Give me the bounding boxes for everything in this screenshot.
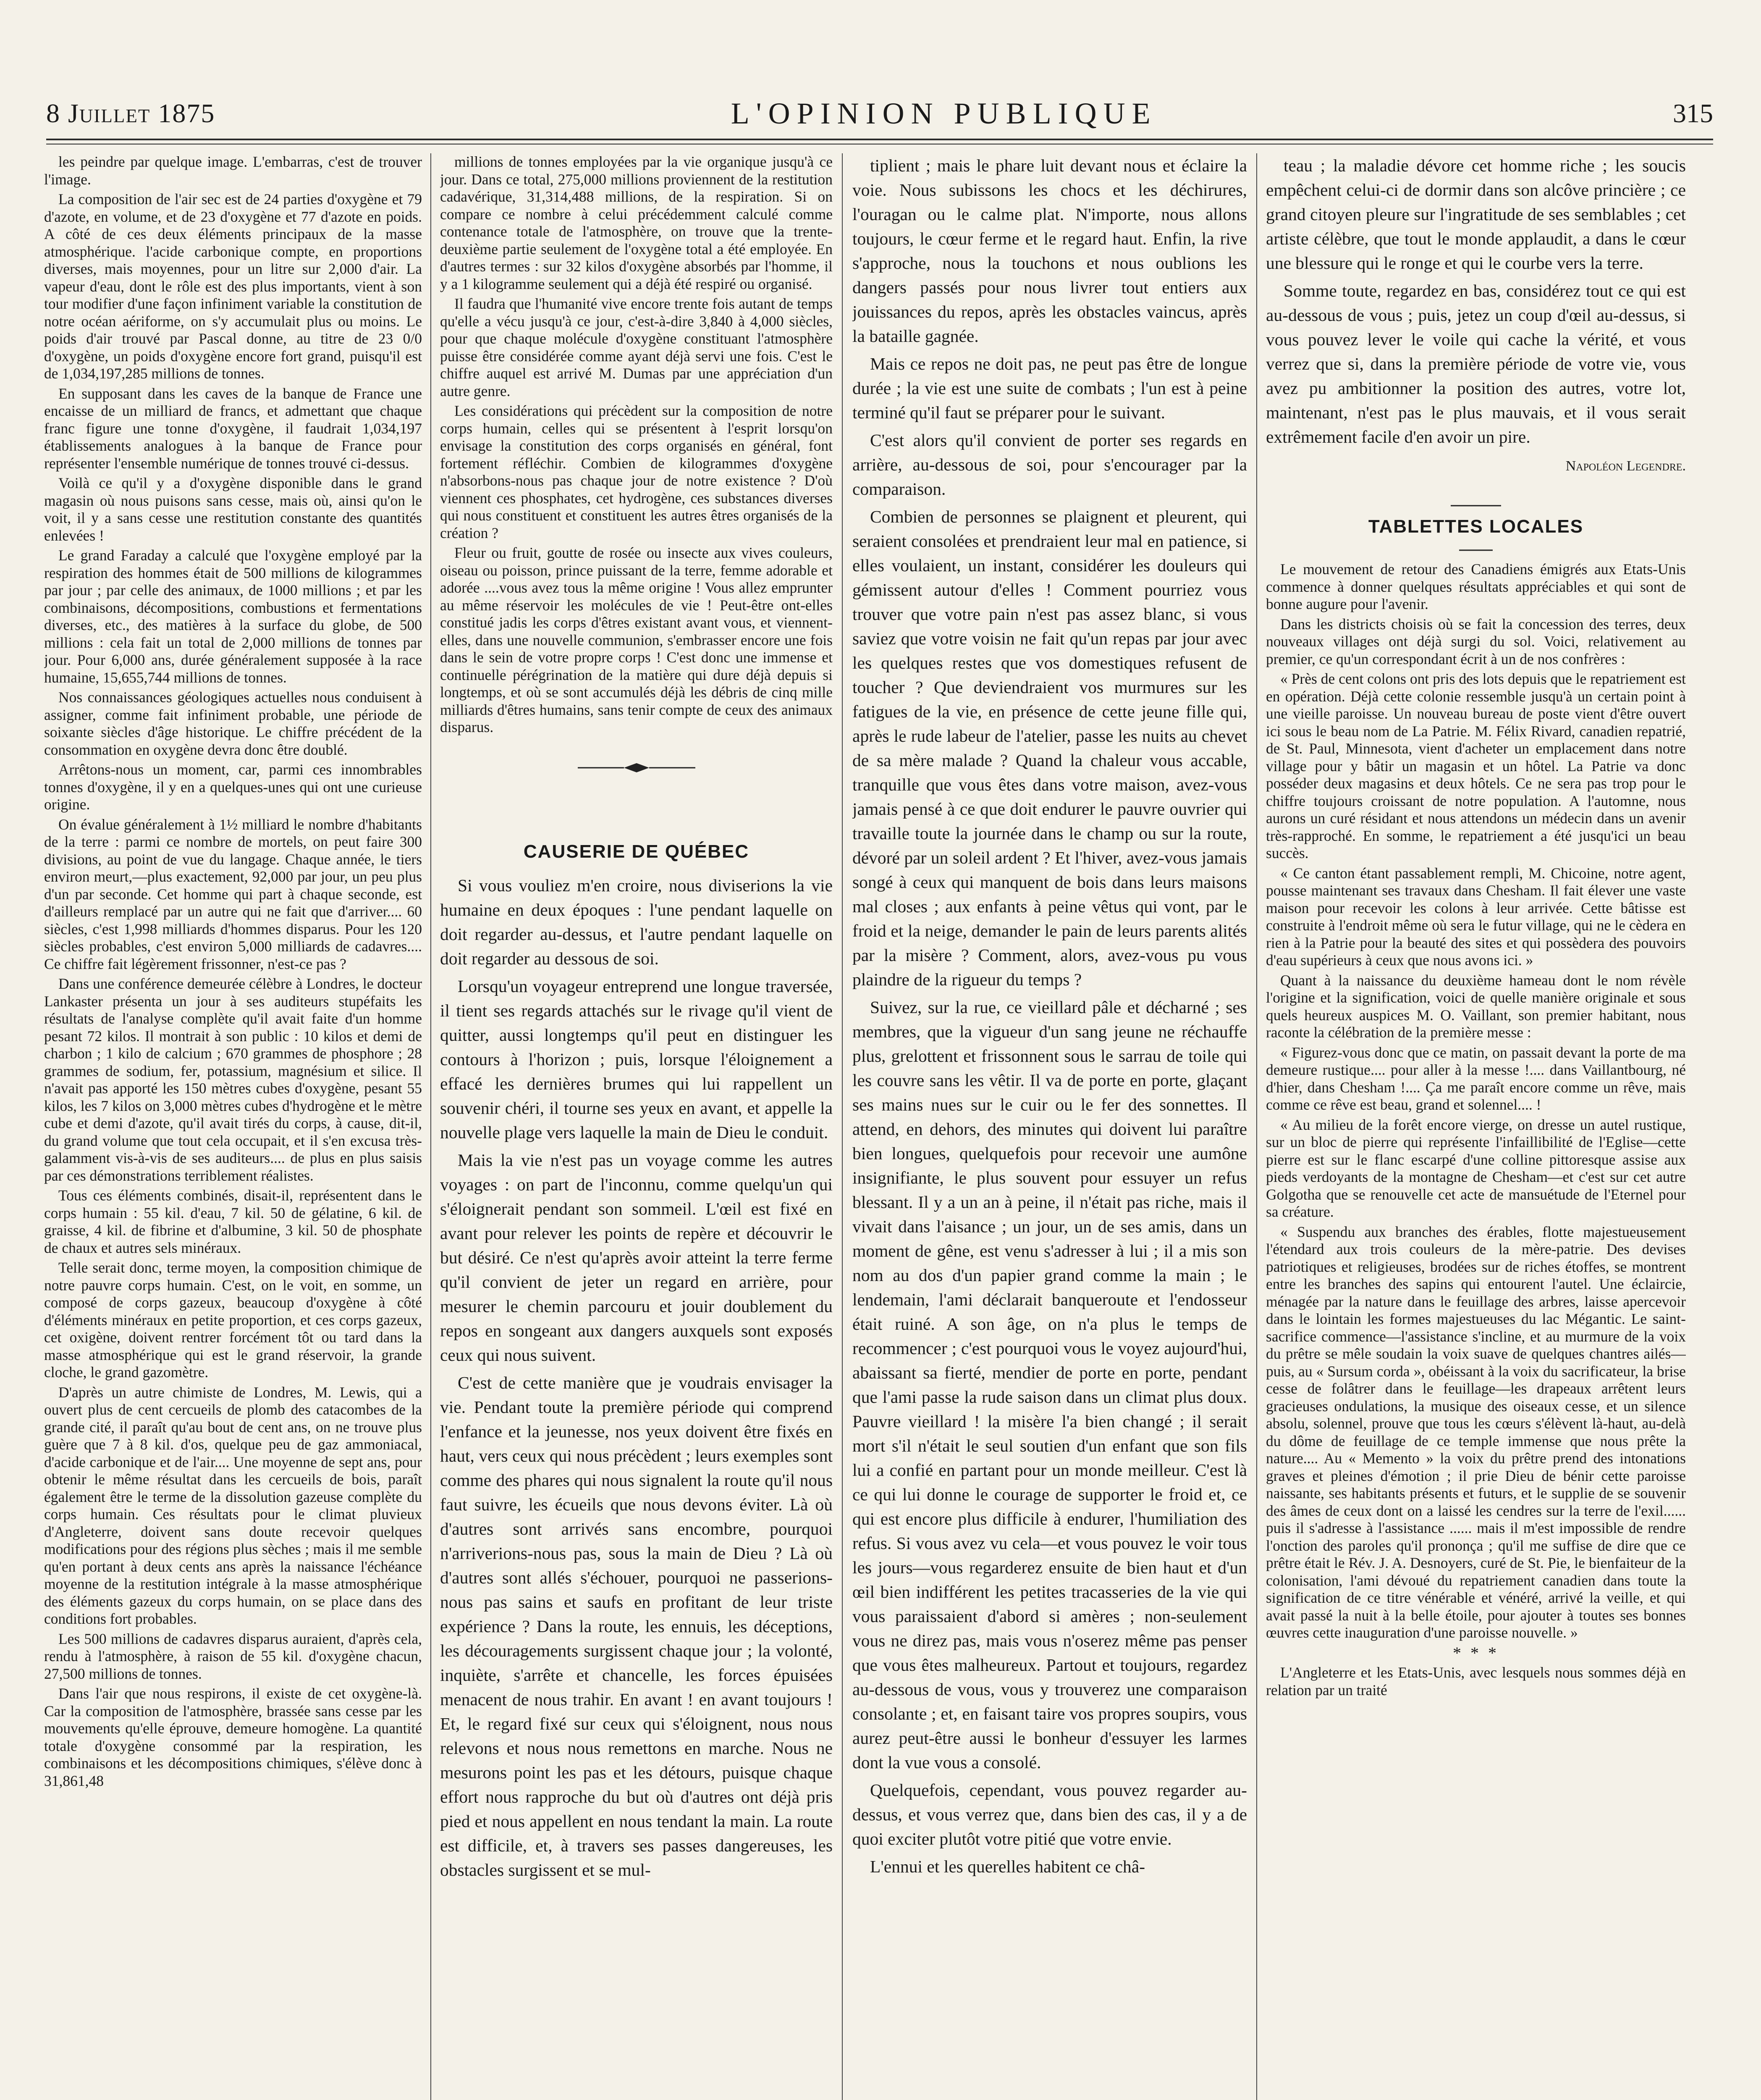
paragraph: Il faudra que l'humanité vive encore trente fois autant de temps qu'elle a vécu jusqu'à ce jour, c'est-à-dire 3,840 à 4,000 siècles, pour que chaque molécule d'oxygène constituant l'atmosphère puisse être considérée comme ayant déjà servi une fois. C'est le chiffre auquel est arrivé M. Dumas par une appréciation d'un autre genre. xyxy=(440,295,833,399)
paragraph: Combien de personnes se plaignent et pleurent, qui seraient consolées et prendraient leur mal en patience, si elles voulaient, un instant, considérer les douleurs qui gémissent autour d'elles ! Comment pourriez vous trouver que votre pain n'est pas assez blanc, si vous saviez que votre voisin ne fait qu'un repas par jour avec les quelques restes que vos domestiques refusent de toucher ? Que deviendraient vos murmures sur les fatigues de la vie, en présence de cette jeune fille qui, après le rude labeur de l'atelier, passe les nuits au chevet de sa mère malade ? Quand la chaleur vous accable, tranquille que vous êtes dans votre maison, avez-vous jamais pensé à ce que doit endurer le pauvre ouvrier qui travaille toute la journée dans le champ ou sur la route, dévoré par un soleil ardent ? Et l'hiver, avez-vous jamais songé à ceux qui manquent de bois dans leurs maisons mal closes ; aux enfants à peine vêtus qui vont, par le froid et la neige, demander le pain de leurs parents alités par la misère ? Comment, alors, avez-vous pu vous plaindre de la rigueur du temps ? xyxy=(852,507,1247,989)
paragraph: Mais ce repos ne doit pas, ne peut pas être de longue durée ; la vie est une suite de combats ; l'un est à peine terminé qu'il faut se préparer pour le suivant. xyxy=(852,354,1247,422)
paragraph: Le grand Faraday a calculé que l'oxygène employé par la respiration des hommes était de 500 millions de kilogrammes par jour ; par celle des animaux, de 1000 millions ; et par les combinaisons, décompositions, combustions et fermentations diverses, etc., des matières à la surface du globe, de 500 millions : cela fait un total de 2,000 millions de tonnes par jour. Pour 6,000 ans, durée généralement supposée à la race humaine, 15,655,744 millions de tonnes. xyxy=(44,547,422,686)
column-4 xyxy=(1266,153,1686,2100)
paragraph: Mais la vie n'est pas un voyage comme les autres voyages : on part de l'inconnu, comme quelqu'un qui s'éloignerait pendant son sommeil. L'œil est fixé en avant pour relever les points de repère et découvrir le but désiré. Ce n'est qu'après avoir atteint la terre ferme qu'il convient de jeter un regard en arrière, pour mesurer le chemin parcouru et jouir doublement du repos en songeant aux dangers auxquels sont exposés ceux qui nous suivent. xyxy=(440,1150,833,1365)
stars-separator: * * * xyxy=(1453,1643,1499,1662)
paragraph: En supposant dans les caves de la banque de France une encaisse de un milliard de francs, et admettant que chaque franc figure une tonne d'oxygène, il faudrait 1,034,197 établissements analogues à la banque de France pour représenter l'ensemble numérique de tonnes trouvé ci-dessus. xyxy=(44,385,422,472)
masthead-rule xyxy=(46,139,1713,140)
column-divider xyxy=(1256,153,1257,2100)
paragraph: Quelquefois, cependant, vous pouvez regarder au-dessus, et vous verrez que, dans bien des cas, il y a de quoi exciter plutôt votre pitié que votre envie. xyxy=(852,1780,1247,1848)
masthead xyxy=(46,97,1713,130)
causerie-conclusion xyxy=(1266,153,1686,478)
paragraph: Nos connaissances géologiques actuelles nous conduisent à assigner, comme fait infiniment probable, une période de soixante siècles d'âge historique. Le chiffre précédent de la consommation en oxygène devra donc être doublé. xyxy=(44,689,422,758)
issue-date: 8 Juillet 1875 xyxy=(46,98,215,128)
paragraph: Lorsqu'un voyageur entreprend une longue traversée, il tient ses regards attachés sur le rivage qu'il vient de quitter, aussi longtemps qu'il peut en distinguer les contours à l'horizon ; puis, lorsque l'éloignement a effacé les dernières brumes qui lui rappellent un souvenir chéri, il tourne ses yeux en avant, et appelle la nouvelle plage vers laquelle la main de Dieu le conduit. xyxy=(440,976,833,1142)
tablettes-body xyxy=(1266,561,1686,1699)
paragraph: Dans l'air que nous respirons, il existe de cet oxygène-là. Car la composition de l'atmosphère, brassée sans cesse par les mouvements qu'elle éprouve, demeure homogène. La quantité totale d'oxygène consommé par la respiration, les combinaisons et les décompositions chimiques, s'élève donc à 31,861,48 xyxy=(44,1685,422,1789)
paragraph: Dans les districts choisis où se fait la concession des terres, deux nouveaux villages ont déjà surgi du sol. Voici, relativement au premier, ce qu'un correspondant écrit à un de nos confrères : xyxy=(1266,615,1686,667)
paragraph: L'ennui et les querelles habitent ce châ- xyxy=(870,1857,1145,1876)
paragraph: Arrêtons-nous un moment, car, parmi ces innombrables tonnes d'oxygène, il y en a quelques-unes qui ont une curieuse origine. xyxy=(44,761,422,813)
column-divider xyxy=(430,153,431,2100)
section-divider-icon xyxy=(1451,504,1501,508)
paragraph: Fleur ou fruit, goutte de rosée ou insecte aux vives couleurs, oiseau ou poisson, prince puissant de la terre, femme adorable et adorée ....vous avez tous la même origine ! Vous allez emprunter au même réservoir les molécules de vie ! Peut-être ont-elles constitué jadis les corps d'êtres existant avant vous, et viennent-elles, dans une nouvelle communion, s'embrasser encore une fois dans le sein de votre propre corps ! C'est donc une immense et continuelle pérégrination de la matière qui dure déjà depuis si longtemps, et où se sont accumulés déjà les débris de cinq mille milliards d'êtres humains, sans tenir compte de ceux des animaux disparus. xyxy=(440,544,833,735)
paragraph: « Suspendu aux branches des érables, flotte majestueusement l'étendard aux trois couleurs de la mère-patrie. Des devises patriotiques et religieuses, brodées sur de riches étoffes, se montrent entre les branches des sapins qui entourent l'autel. Une éclaircie, ménagée par la nature dans le feuillage des arbres, laisse apercevoir dans le lointain les formes majestueuses du lac Mégantic. Le saint-sacrifice commence—l'assistance s'incline, et au murmure de la voix du prêtre se mêle soudain la voix suave de quelques chantres ailés—puis, au « Sursum corda », obéissant à la voix du sacrificateur, la brise cesse de folâtrer dans le feuillage—les drapeaux arrêtent leurs gracieuses ondulations, la musique des oiseaux cesse, et un silence absolu, solennel, prouve que tous les cœurs s'élèvent là-haut, au-delà du dôme de feuillage de ce temple immense que nous prête la nature.... Au « Memento » la voix du prêtre prend des intonations graves et pleines d'émotion ; il prie Dieu de bénir cette paroisse naissante, ses habitants présents et futurs, et le supplie de se souvenir des âmes de ceux dont on a laissé les cendres sur la terre de l'exil...... puis il s'adresse à l'assistance ...... mais il m'est impossible de rendre l'onction des paroles qu'il prononça ; qu'il me suffise de dire que ce prêtre était le Rév. J. A. Desnoyers, curé de St. Pie, le bienfaiteur de la colonisation, l'ami dévoué du repatriement canadien dans toute la signification de ce titre vénérable et vénéré, arrivé la veille, et qui avait passé la nuit à la belle étoile, pour ajouter à toutes ses bonnes œuvres cette inauguration d'une paroisse nouvelle. » xyxy=(1266,1223,1686,1641)
paragraph: « Près de cent colons ont pris des lots depuis que le repatriement est en opération. Déjà cette colonie ressemble jusqu'à un certain point à une vieille paroisse. Un nouveau bureau de poste vient d'être ouvert ici sous le beau nom de La Patrie. M. Félix Rivard, canadien repatrié, de St. Paul, Minnesota, vient d'acheter un emplacement dans notre village pour y bâtir un magasin et un hôtel. La Patrie va donc posséder deux magasins et deux hôtels. Ce ne sera pas trop pour le chiffre toujours croissant de notre population. A l'automne, nous aurons un curé résidant et nous attendons un médecin dans un avenir très-rapproché. En somme, le repatriement a été jusqu'ici un beau succès. xyxy=(1266,670,1686,861)
paragraph: Quant à la naissance du deuxième hameau dont le nom révèle l'origine et la signification, voici de quelle manière originale et sous quels heureux auspices M. O. Vaillant, son premier habitant, nous raconte la célébration de la première messe : xyxy=(1266,971,1686,1041)
paragraph: Dans une conférence demeurée célèbre à Londres, le docteur Lankaster présenta un jour à ses auditeurs stupéfaits les résultats de l'analyse complète qu'il avait faite d'un homme pesant 72 kilos. Il montrait à son public : 10 kilos et demi de charbon ; 1 kilo de calcium ; 670 grammes de phosphore ; 28 grammes de sodium, fer, potassium, magnésium et silice. Il n'avait pas apporté les 150 mètres cubes d'oxygène, pesant 55 kilos, les 7 kilos on 3,000 mètres cubes d'hydrogène et le mètre cube et demi d'azote, qu'il avait tirés du corps, à cause, dit-il, du grand volume que tout cela occupait, et il s'en excusa très-galamment vis-à-vis de ses auditeurs.... de plus en plus saisis par ces démonstrations terriblement réalistes. xyxy=(44,975,422,1184)
heading-underline-icon xyxy=(1459,548,1493,552)
paragraph: Le mouvement de retour des Canadiens émigrés aux Etats-Unis commence à donner quelques résultats appréciables et qui sont de bonne augure pour l'avenir. xyxy=(1266,561,1686,612)
page-number: 315 xyxy=(1673,98,1713,128)
paragraph: Somme toute, regardez en bas, considérez tout ce qui est au-dessous de vous ; puis, jetez un coup d'œil au-dessus, si vous pouvez lever le voile qui cache la vérité, et vous verrez que si, dans la première période de votre vie, vous avez pu ambitionner la position des autres, votre lot, maintenant, n'est pas le plus mauvais, et il vous serait extrêmement facile d'en avoir un pire. xyxy=(1266,281,1686,446)
paragraph: « Figurez-vous donc que ce matin, on passait devant la porte de ma demeure rustique.... pour aller à la messe !.... dans Vaillantbourg, né d'hier, dans Chesham !.... Ça me paraît encore comme un rêve, mais comme ce rêve est beau, grand et solennel.... ! xyxy=(1266,1044,1686,1113)
paragraph: Suivez, sur la rue, ce vieillard pâle et décharné ; ses membres, que la vigueur d'un sang jeune ne réchauffe plus, grelottent et frissonnent sous le sarrau de toile qui les couvre sans les vêtir. Il va de porte en porte, glaçant ses mains nues sur le cuir ou le fer des sonnettes. Il attend, en dehors, des minutes qui doivent lui paraître bien longues, quelquefois pour recevoir une aumône insignifiante, le plus souvent pour essuyer un refus blessant. Il y a un an à peine, il n'était pas riche, mais il vivait dans l'aisance ; un jour, un de ses amis, dans un moment de gêne, est venu s'adresser à lui ; il a mis son nom au dos d'un papier grand comme la main ; le lendemain, l'ami déclarait banqueroute et l'endosseur était ruiné. A son âge, on n'a plus le temps de recommencer ; c'est pourquoi vous le voyez aujourd'hui, abaissant sa fierté, mendier de porte en porte, pendant que l'ami passe la rude saison dans un climat plus doux. Pauvre vieillard ! la misère l'a bien changé ; il serait mort s'il n'était le seul soutien d'un enfant que son fils lui a confié en partant pour un monde meilleur. C'est là ce qui lui donne le courage de supporter le froid et, ce qui est encore plus difficile à endurer, l'humiliation des refus. Si vous avez vu cela—et vous pouvez le voir tous les jours—vous regarderez ensuite de bien haut et d'un œil bien indifférent les petites tracasseries de la vie qui vous paraissaient d'abord si amères ; non-seulement vous ne direz pas, mais vous n'oserez même pas penser que vous êtes malheureux. Partout et toujours, regardez au-dessous de vous, vous y trouverez une comparaison consolante ; et, en faisant taire vos propres soupirs, vous aurez peut-être aussi le bonheur d'essuyer les larmes dont la vue vous a consolé. xyxy=(852,998,1247,1772)
column-1 xyxy=(44,153,422,2100)
newspaper-title: L'OPINION PUBLIQUE xyxy=(731,96,1157,130)
paragraph: Telle serait donc, terme moyen, la composition chimique de notre pauvre corps humain. C'est, on le voit, en somme, un composé de corps gazeux, beaucoup d'oxygène à côté d'éléments minéraux en petite proportion, et ces corps gazeux, cet oxigène, doivent rentrer forcément tôt ou tard dans la masse atmosphérique qui est le grand réservoir, la grande cloche, le grand gazomètre. xyxy=(44,1259,422,1381)
paragraph: les peindre par quelque image. L'embarras, c'est de trouver l'image. xyxy=(44,153,422,188)
section-heading-causerie: CAUSERIE DE QUÉBEC xyxy=(523,841,749,862)
paragraph: « Ce canton étant passablement rempli, M. Chicoine, notre agent, pousse maintenant ses travaux dans Chesham. Il fait élever une vaste maison pour recevoir les colons à leur arrivée. Cette bâtisse est construite à l'endroit même où sera le futur village, qui ne le cèdera en rien à la Patrie pour la beauté des sites et qui possèdera des pouvoirs d'eau supérieurs à ceux que nous avons ici. » xyxy=(1266,864,1686,969)
section-ornament-icon xyxy=(578,761,695,774)
paragraph: La composition de l'air sec est de 24 parties d'oxygène et 79 d'azote, en volume, et de 23 d'oxygène et 77 d'azote en poids. A côté de ces deux éléments principaux de la masse atmosphérique. l'acide carbonique compte, en proportions diverses, mais moyennes, pour un litre sur 2,000 d'air. La vapeur d'eau, dont le rôle est des plus importants, vient à son tour modifier d'une façon infiniment variable la constitution de notre océan aériforme, on s'y accumulait plus ou moins. Le poids d'air trouvé par Pascal donne, au titre de 23 0/0 d'oxygène, un poids d'oxygène encore fort grand, puisqu'il est de 1,034,197,285 millions de tonnes. xyxy=(44,191,422,382)
section-heading-tablettes: TABLETTES LOCALES xyxy=(1368,516,1584,537)
paragraph: tiplient ; mais le phare luit devant nous et éclaire la voie. Nous subissons les chocs et les déchirures, l'ouragan ou le calme plat. N'importe, nous allons toujours, le cœur ferme et le regard haut. Enfin, la rive s'approche, nous la touchons et nous oublions les dangers passés pour nous livrer tout entiers aux jouissances du repos, après les obstacles vaincus, après la bataille gagnée. xyxy=(852,156,1247,346)
paragraph: millions de tonnes employées par la vie organique jusqu'à ce jour. Dans ce total, 275,000 millions proviennent de la restitution cadavérique, 31,314,488 millions, de la respiration. Si on compare ce nombre à celui précédemment calculé comme contenance totale de l'atmosphère, on trouve que la trente-deuxième partie seulement de l'oxygène total a été employée. En d'autres termes : sur 32 kilos d'oxygène absorbés par l'homme, il y a 1 kilogramme seulement qui a déjà été respiré ou organisé. xyxy=(440,153,833,292)
paragraph: C'est alors qu'il convient de porter ses regards en arrière, au-dessous de soi, pour s'encourager par la comparaison. xyxy=(852,430,1247,499)
paragraph: teau ; la maladie dévore cet homme riche ; les soucis empêchent celui-ci de dormir dans son alcôve princière ; ce grand citoyen pleure sur l'ingratitude de ses semblables ; cet artiste célèbre, que tout le monde applaudit, a dans le cœur une blessure qui le ronge et qui le courbe vers la terre. xyxy=(1266,156,1686,273)
paragraph: Les considérations qui précèdent sur la composition de notre corps humain, celles qui se présentent à l'esprit lorsqu'on envisage la constitution des corps organisés en général, font fortement réfléchir. Combien de kilogrammes d'oxygène n'absorbons-nous pas chaque jour de notre existence ? D'où viennent ces phosphates, cet hydrogène, ces substances diverses qui nous constituent et constituent les autres êtres organisés de la création ? xyxy=(440,402,833,541)
column-divider xyxy=(842,153,843,2100)
paragraph: C'est de cette manière que je voudrais envisager la vie. Pendant toute la première période qui comprend l'enfance et la jeunesse, nos yeux doivent être fixés en haut, vers ceux qui nous précèdent ; leurs exemples sont comme des phares qui nous signalent la route qu'il nous faut suivre, les écueils que nous devons éviter. Là où d'autres sont arrivés sans encombre, pourquoi n'arriverions-nous pas, sous la main de Dieu ? Là où d'autres sont allés s'échouer, pourquoi ne passerions-nous pas sains et saufs en profitant de leur triste expérience ? Dans la route, les ennuis, les déceptions, les découragements surgissent chaque jour ; la volonté, inquiète, s'arrête et chancelle, les forces épuisées menacent de nous trahir. En avant ! en avant toujours ! Et, le regard fixé sur ceux qui s'éloignent, nous nous relevons et nous nous remettons en marche. Nous ne mesurons point les pas et les détours, puisque chaque effort nous rapproche du but où d'autres ont déjà pris pied et nous appellent en nous tendant la main. La route est difficile, et, à travers ses passes dangereuses, les obstacles surgissent et se mul- xyxy=(440,1373,833,1880)
paragraph: Tous ces éléments combinés, disait-il, représentent dans le corps humain : 55 kil. d'eau, 7 kil. 50 de gélatine, 6 kil. de graisse, 4 kil. de fibrine et d'albumine, 3 kil. 50 de phosphate de chaux et autres sels minéraux. xyxy=(44,1187,422,1256)
paragraph: Les 500 millions de cadavres disparus auraient, d'après cela, rendu à l'atmosphère, à raison de 55 kil. d'oxygène chacun, 27,500 millions de tonnes. xyxy=(44,1630,422,1682)
column-2 xyxy=(440,153,833,2100)
paragraph: D'après un autre chimiste de Londres, M. Lewis, qui a ouvert plus de cent cercueils de plomb des catacombes de la grande cité, il paraît qu'au bout de cent ans, on ne trouve plus guère que 7 à 8 kil. d'os, quelque peu de gaz ammoniacal, d'acide carbonique et de l'air.... Une moyenne de sept ans, pour obtenir le même résultat dans les cercueils de bois, paraît également être le terme de la dissolution gazeuse complète du corps humain. Ces résultats pour le climat pluvieux d'Angleterre, doivent sans doute recevoir quelques modifications pour des régions plus sèches ; mais il me semble qu'en portant à deux cents ans après la naissance l'échéance moyenne de la restitution intégrale à la masse atmosphérique des éléments gazeux du corps humain, on se place dans des conditions fort probables. xyxy=(44,1383,422,1627)
paragraph: « Au milieu de la forêt encore vierge, on dresse un autel rustique, sur un bloc de pierre qui représente l'infaillibilité de l'Eglise—cette pierre est sur le flanc escarpé d'une colline pittoresque assise aux pieds verdoyants de la montagne de Chesham—et c'est sur cet autre Golgotha que se renouvelle cet acte de mansuétude de l'Eternel pour sa créature. xyxy=(1266,1116,1686,1220)
paragraph: Voilà ce qu'il y a d'oxygène disponible dans le grand magasin où nous puisons sans cesse, mais où, ainsi qu'on le voit, il y a sans cesse une restitution constante des quantités enlevées ! xyxy=(44,475,422,544)
paragraph: On évalue généralement à 1½ milliard le nombre d'habitants de la terre : parmi ce nombre de mortels, on peut faire 300 divisions, au point de vue du langage. Chaque année, le tiers environ meurt,—plus exactement, 92,000 par jour, un peu plus d'un par seconde. Cet homme qui part à chaque seconde, est d'ailleurs remplacé par un autre qui ne fait que d'arriver.... 60 siècles, c'est 1,998 milliards d'hommes disparus. Pour les 120 siècles probables, c'est environ 5,000 milliards de cadavres.... Ce chiffre fait légèrement frissonner, n'est-ce pas ? xyxy=(44,816,422,972)
column-3 xyxy=(852,153,1247,2100)
paragraph: Si vous vouliez m'en croire, nous diviserions la vie humaine en deux époques : l'une pendant laquelle on doit regarder au-dessus, et l'autre pendant laquelle on doit regarder au dessous de soi. xyxy=(440,875,833,968)
article-continuation xyxy=(440,153,833,736)
author-signature: Napoléon Legendre. xyxy=(1565,458,1686,474)
paragraph: L'Angleterre et les Etats-Unis, avec lesquels nous sommes déjà en relation par un traité xyxy=(1266,1664,1686,1698)
causerie-body xyxy=(440,873,833,1882)
